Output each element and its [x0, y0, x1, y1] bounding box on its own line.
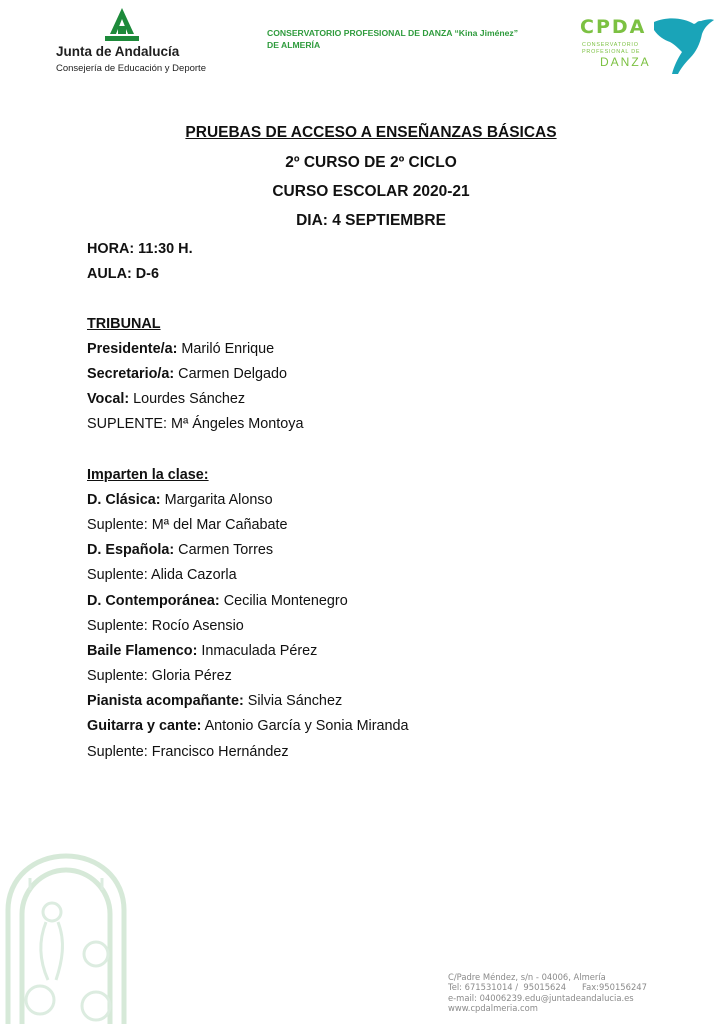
cpda-logo-letters: CPDA	[580, 16, 647, 38]
hora: HORA: 11:30 H.	[87, 241, 193, 257]
espanola-row	[87, 542, 273, 558]
aula: AULA: D-6	[87, 266, 159, 282]
pianista-row	[87, 693, 342, 709]
tribunal-secretario	[87, 366, 287, 382]
tribunal-vocal	[87, 391, 245, 407]
cpda-logo	[578, 14, 718, 74]
title-curso-escolar: CURSO ESCOLAR 2020-21	[272, 183, 470, 200]
conservatory-name	[267, 27, 557, 51]
clasica-name: Margarita Alonso	[160, 492, 273, 508]
contemporanea-label: D. Contemporánea:	[87, 593, 220, 609]
guitarra-suplente: Suplente: Francisco Hernández	[87, 744, 289, 760]
cpda-logo-subtitle-2: PROFESIONAL DE	[582, 49, 641, 55]
espanola-suplente: Suplente: Alida Cazorla	[87, 567, 237, 583]
guitarra-row	[87, 718, 409, 734]
flamenco-suplente: Suplente: Gloria Pérez	[87, 668, 232, 684]
vocal-name: Lourdes Sánchez	[129, 391, 246, 407]
flamenco-name: Inmaculada Pérez	[197, 643, 318, 659]
footer-contact	[448, 972, 718, 1014]
tribunal-presidente	[87, 341, 274, 357]
junta-emblem-icon	[102, 8, 142, 46]
secretario-name: Carmen Delgado	[174, 366, 287, 382]
espanola-label: D. Española:	[87, 542, 175, 558]
contemporanea-row	[87, 593, 348, 609]
watermark-emblem-icon	[0, 850, 130, 1024]
title-dia: DIA: 4 SEPTIEMBRE	[296, 212, 446, 229]
flamenco-label: Baile Flamenco:	[87, 643, 198, 659]
cpda-logo-subtitle-3: DANZA	[600, 55, 651, 69]
guitarra-label: Guitarra y cante:	[87, 718, 202, 734]
title-pruebas: PRUEBAS DE ACCESO A ENSEÑANZAS BÁSICAS	[185, 124, 557, 141]
presidente-label: Presidente/a:	[87, 341, 178, 357]
clasica-row	[87, 492, 273, 508]
secretario-label: Secretario/a:	[87, 366, 175, 382]
footer-web: www.cpdalmeria.com	[448, 1003, 538, 1014]
footer-address: C/Padre Méndez, s/n - 04006, Almería	[448, 972, 606, 982]
flamenco-row	[87, 643, 317, 659]
conservatory-name-line2: DE ALMERÍA	[267, 40, 321, 50]
junta-department: Consejería de Educación y Deporte	[56, 63, 206, 74]
clasica-suplente: Suplente: Mª del Mar Cañabate	[87, 517, 288, 533]
espanola-name: Carmen Torres	[174, 542, 274, 558]
clase-heading: Imparten la clase:	[87, 467, 209, 483]
footer-email: e-mail: 04006239.edu@juntadeandalucia.es	[448, 992, 634, 1003]
tribunal-heading: TRIBUNAL	[87, 316, 161, 332]
vocal-label: Vocal:	[87, 391, 130, 407]
contemporanea-name: Cecilia Montenegro	[219, 593, 348, 609]
cpda-logo-subtitle-1: CONSERVATORIO	[582, 42, 639, 48]
conservatory-name-line1: CONSERVATORIO PROFESIONAL DE DANZA “Kina Jiménez”	[267, 28, 519, 38]
footer-phones: Tel: 671531014 / 95015624 Fax:950156247	[448, 982, 647, 993]
presidente-name: Mariló Enrique	[177, 341, 275, 357]
pianista-name: Silvia Sánchez	[243, 693, 343, 709]
guitarra-name: Antonio García y Sonia Miranda	[201, 718, 409, 734]
tribunal-suplente: SUPLENTE: Mª Ángeles Montoya	[87, 416, 304, 432]
contemporanea-suplente: Suplente: Rocío Asensio	[87, 618, 244, 634]
pianista-label: Pianista acompañante:	[87, 693, 244, 709]
junta-andalucia-logo	[56, 8, 206, 74]
clasica-label: D. Clásica:	[87, 492, 161, 508]
dancer-icon	[650, 14, 716, 74]
junta-name: Junta de Andalucía	[56, 44, 180, 59]
title-curso: 2º CURSO DE 2º CICLO	[285, 154, 457, 171]
